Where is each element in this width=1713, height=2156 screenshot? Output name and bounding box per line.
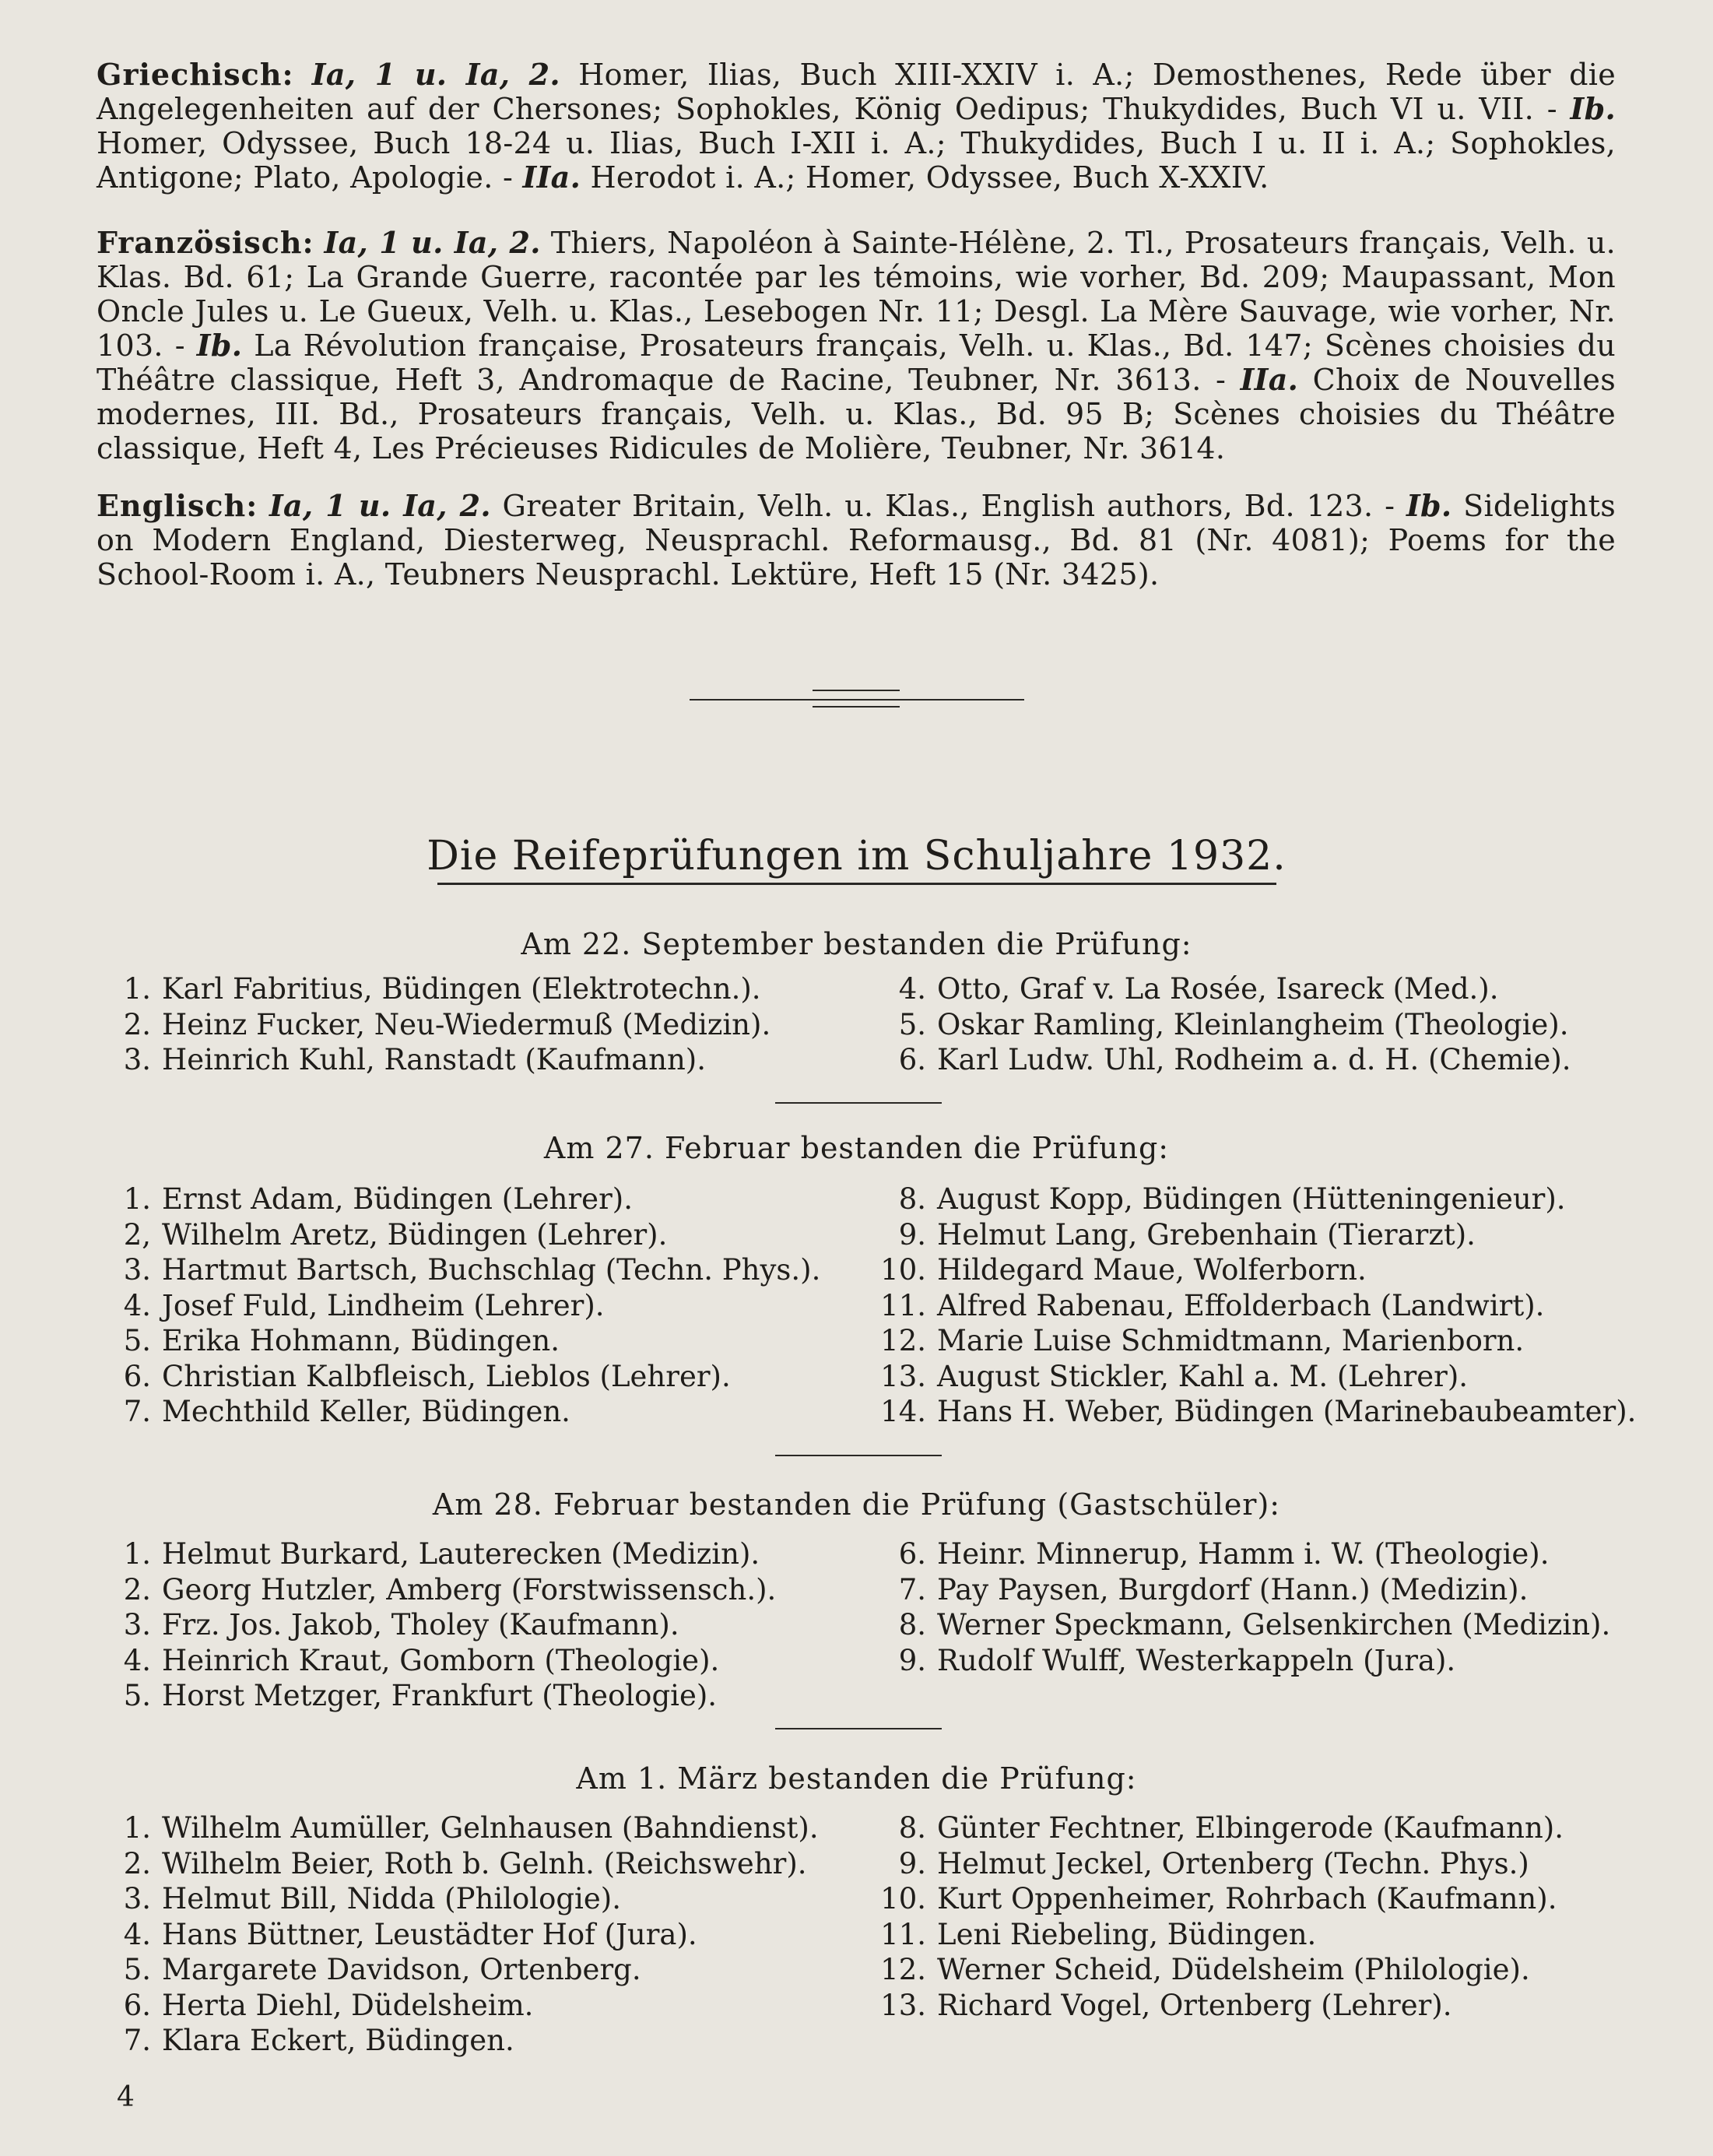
list-item-number: 5. xyxy=(123,1679,151,1712)
section-list-right xyxy=(855,1536,1610,1678)
list-item-text: Margarete Davidson, Ortenberg. xyxy=(162,1953,641,1986)
list-item-text: Richard Vogel, Ortenberg (Lehrer). xyxy=(937,1988,1452,2022)
reading-text: Sidelights on Modern England, Diesterweg, Neusprachl. Reformausg., Bd. 81 (Nr. 4081); Poems for the School-Room i. A., Teubners Neusprachl. Lektüre, Heft 15 (Nr. 3425). xyxy=(97,489,1616,592)
list-item xyxy=(97,1810,819,1846)
section-list-left xyxy=(97,1810,819,2059)
list-item-number: 2. xyxy=(123,1572,151,1606)
page-title: Die Reifeprüfungen im Schuljahre 1932. xyxy=(426,833,1287,880)
list-item xyxy=(97,1881,819,1917)
list-item xyxy=(97,2023,819,2059)
list-item-number: 9. xyxy=(898,1643,926,1677)
list-item-number: 4. xyxy=(123,1643,151,1677)
list-item-number: 1. xyxy=(123,972,151,1006)
list-item-number: 3. xyxy=(123,1882,151,1915)
reading-text: La Révolution française, Prosateurs français, Velh. u. Klas., Bd. 147; Scènes choisies du Théâtre classique, Heft 3, Andromaque de Racine, Teubner, Nr. 3613. - xyxy=(97,328,1616,397)
list-item xyxy=(97,1042,770,1078)
list-item-number: 4. xyxy=(123,1288,151,1322)
list-item-number: 4. xyxy=(123,1917,151,1951)
french-body xyxy=(97,226,1616,465)
list-item-text: Georg Hutzler, Amberg (Forstwissensch.). xyxy=(162,1572,777,1606)
list-item-text: Oskar Ramling, Kleinlangheim (Theologie). xyxy=(937,1007,1569,1041)
list-item-number: 2. xyxy=(123,1007,151,1041)
section-separator xyxy=(775,1102,942,1104)
reading-text: Thiers, Napoléon à Sainte-Hélène, 2. Tl., Prosateurs français, Velh. u. Klas. Bd. 61; La Grande Guerre, racontée par les témoins, wie vorher, Bd. 209; Maupassant, Mon Oncle Jules u. Le Gueux, Velh. u. Klas., Lesebogen Nr. 11; Desgl. La Mère Sauvage, wie vorher, Nr. 103. - xyxy=(97,226,1616,363)
section-separator xyxy=(775,1455,942,1456)
section-heading: Am 27. Februar bestanden die Prüfung: xyxy=(543,1131,1170,1165)
list-item-text: Helmut Jeckel, Ortenberg (Techn. Phys.) xyxy=(937,1846,1529,1880)
list-item xyxy=(855,1810,1564,1846)
list-item-text: Hans Büttner, Leustädter Hof (Jura). xyxy=(162,1917,697,1951)
list-item-text: Mechthild Keller, Büdingen. xyxy=(162,1395,570,1428)
list-item xyxy=(855,1007,1571,1043)
reading-text: Greater Britain, Velh. u. Klas., English authors, Bd. 123. - xyxy=(490,489,1406,523)
list-item-text: Christian Kalbfleisch, Lieblos (Lehrer). xyxy=(162,1359,731,1393)
section-separator xyxy=(775,1728,942,1729)
list-item xyxy=(97,1607,776,1643)
section-list-right xyxy=(855,1182,1636,1430)
list-item-text: Hartmut Bartsch, Buchschlag (Techn. Phys.). xyxy=(162,1253,821,1287)
list-item-number: 11. xyxy=(880,1917,926,1951)
ornament-rule-short-bottom xyxy=(813,706,900,708)
list-item-number: 5. xyxy=(898,1007,926,1041)
list-item-number: 10. xyxy=(880,1882,926,1915)
reading-text: Homer, Odyssee, Buch 18-24 u. Ilias, Buch I-XII i. A.; Thukydides, Buch I u. II i. A.; Sophokles, Antigone; Plato, Apologie. - xyxy=(97,126,1616,195)
list-item-number: 6. xyxy=(898,1043,926,1076)
list-item xyxy=(855,1394,1636,1430)
section-list-right xyxy=(855,971,1571,1078)
section-heading: Am 28. Februar bestanden die Prüfung (Gastschüler): xyxy=(432,1487,1281,1522)
list-item-number: 9. xyxy=(898,1846,926,1880)
list-item-text: Marie Luise Schmidtmann, Marienborn. xyxy=(937,1324,1525,1357)
section-heading: Am 1. März bestanden die Prüfung: xyxy=(576,1761,1137,1796)
list-item xyxy=(855,1881,1564,1917)
list-item xyxy=(855,1182,1636,1217)
list-item-text: August Kopp, Büdingen (Hütteningenieur). xyxy=(937,1182,1566,1216)
list-item-number: 13. xyxy=(880,1988,926,2022)
list-item-text: Klara Eckert, Büdingen. xyxy=(162,2024,514,2057)
list-item-number: 3. xyxy=(123,1608,151,1642)
list-item-number: 7. xyxy=(898,1572,926,1606)
list-item xyxy=(855,1917,1564,1953)
list-item xyxy=(97,1394,820,1430)
list-item-text: Erika Hohmann, Büdingen. xyxy=(162,1324,560,1357)
list-item-text: Josef Fuld, Lindheim (Lehrer). xyxy=(162,1288,605,1322)
class-marker: Ia, 1 u. Ia, 2. xyxy=(324,225,541,260)
list-item-number: 3. xyxy=(123,1253,151,1287)
list-item xyxy=(855,971,1571,1007)
list-item xyxy=(855,1952,1564,1988)
list-item-number: 5. xyxy=(123,1953,151,1986)
list-item-text: Wilhelm Beier, Roth b. Gelnh. (Reichswehr). xyxy=(162,1846,807,1880)
list-item xyxy=(855,1536,1610,1572)
list-item xyxy=(855,1288,1636,1324)
list-item xyxy=(97,1007,770,1043)
list-item-number: 8. xyxy=(898,1182,926,1216)
greek-reading-list xyxy=(97,58,1616,195)
list-item xyxy=(97,1643,776,1679)
reading-text: Homer, Ilias, Buch XIII-XXIV i. A.; Demosthenes, Rede über die Angelegenheiten auf der Chersones; Sophokles, König Oedipus; Thukydides, Buch VI u. VII. - xyxy=(97,58,1616,126)
english-body xyxy=(97,489,1616,592)
list-item xyxy=(855,1323,1636,1359)
section-list-left xyxy=(97,1182,820,1430)
list-item-number: 8. xyxy=(898,1811,926,1845)
list-item-number: 13. xyxy=(880,1359,926,1393)
list-item-text: Heinz Fucker, Neu-Wiedermuß (Medizin). xyxy=(162,1007,771,1041)
list-item xyxy=(97,1217,820,1253)
list-item-text: Heinr. Minnerup, Hamm i. W. (Theologie). xyxy=(937,1537,1550,1571)
list-item-number: 6. xyxy=(898,1537,926,1571)
list-item-text: Karl Fabritius, Büdingen (Elektrotechn.). xyxy=(162,972,761,1006)
list-item xyxy=(97,1288,820,1324)
list-item-text: Wilhelm Aumüller, Gelnhausen (Bahndienst). xyxy=(162,1811,819,1845)
list-item xyxy=(97,1952,819,1988)
list-item-text: Otto, Graf v. La Rosée, Isareck (Med.). xyxy=(937,972,1499,1006)
class-marker: Ia, 1 u. Ia, 2. xyxy=(311,57,560,92)
list-item xyxy=(855,1988,1564,2024)
section-list-right xyxy=(855,1810,1564,2023)
list-item-text: August Stickler, Kahl a. M. (Lehrer). xyxy=(937,1359,1469,1393)
list-item-number: 6. xyxy=(123,1988,151,2022)
english-reading-list xyxy=(97,489,1616,592)
french-reading-list xyxy=(97,226,1616,465)
list-item-number: 2, xyxy=(123,1217,151,1252)
reading-text: Herodot i. A.; Homer, Odyssee, Buch X-XXIV. xyxy=(581,160,1269,195)
french-heading: Französisch: xyxy=(97,225,314,260)
english-heading: Englisch: xyxy=(97,488,258,523)
list-item xyxy=(855,1607,1610,1643)
list-item-number: 14. xyxy=(880,1395,926,1428)
list-item xyxy=(855,1042,1571,1078)
class-marker: Ib. xyxy=(1570,91,1616,126)
list-item-text: Heinrich Kuhl, Ranstadt (Kaufmann). xyxy=(162,1043,706,1076)
list-item xyxy=(97,1323,820,1359)
list-item-number: 4. xyxy=(898,972,926,1006)
list-item-text: Helmut Burkard, Lauterecken (Medizin). xyxy=(162,1537,760,1571)
list-item-text: Heinrich Kraut, Gomborn (Theologie). xyxy=(162,1643,720,1677)
list-item-text: Karl Ludw. Uhl, Rodheim a. d. H. (Chemie). xyxy=(937,1043,1571,1076)
list-item xyxy=(855,1217,1636,1253)
list-item xyxy=(855,1252,1636,1288)
list-item xyxy=(97,1917,819,1953)
list-item xyxy=(855,1572,1610,1608)
list-item-text: Wilhelm Aretz, Büdingen (Lehrer). xyxy=(162,1217,668,1252)
greek-heading: Griechisch: xyxy=(97,57,294,92)
class-marker: Ib. xyxy=(1406,488,1452,523)
list-item xyxy=(97,1359,820,1395)
class-marker: Ia, 1 u. Ia, 2. xyxy=(269,488,491,523)
list-item xyxy=(97,1572,776,1608)
list-item-number: 8. xyxy=(898,1608,926,1642)
list-item-text: Ernst Adam, Büdingen (Lehrer). xyxy=(162,1182,633,1216)
list-item-text: Helmut Bill, Nidda (Philologie). xyxy=(162,1882,621,1915)
class-marker: IIa. xyxy=(522,160,581,195)
list-item-text: Hans H. Weber, Büdingen (Marinebaubeamter). xyxy=(937,1395,1637,1428)
list-item-number: 3. xyxy=(123,1043,151,1076)
list-item-number: 7. xyxy=(123,2024,151,2057)
list-item-number: 1. xyxy=(123,1811,151,1845)
list-item-number: 10. xyxy=(880,1253,926,1287)
list-item-number: 1. xyxy=(123,1537,151,1571)
list-item-text: Rudolf Wulff, Westerkappeln (Jura). xyxy=(937,1643,1456,1677)
list-item xyxy=(97,1536,776,1572)
list-item xyxy=(97,1846,819,1882)
list-item-text: Werner Scheid, Düdelsheim (Philologie). xyxy=(937,1953,1530,1986)
list-item-text: Herta Diehl, Düdelsheim. xyxy=(162,1988,534,2022)
list-item-text: Horst Metzger, Frankfurt (Theologie). xyxy=(162,1679,718,1712)
ornament-rule-short-top xyxy=(813,690,900,691)
list-item xyxy=(97,1988,819,2024)
list-item-number: 9. xyxy=(898,1217,926,1252)
list-item xyxy=(97,1252,820,1288)
list-item xyxy=(855,1643,1610,1679)
list-item-number: 5. xyxy=(123,1324,151,1357)
list-item xyxy=(97,1182,820,1217)
list-item-text: Alfred Rabenau, Effolderbach (Landwirt). xyxy=(937,1288,1545,1322)
class-marker: Ib. xyxy=(196,328,243,363)
reading-text: Choix de Nouvelles modernes, III. Bd., Prosateurs français, Velh. u. Klas., Bd. 95 B; Scènes choisies du Théâtre classique, Heft 4, Les Précieuses Ridicules de Molière, Teubner, Nr. 3614. xyxy=(97,363,1616,465)
list-item-text: Helmut Lang, Grebenhain (Tierarzt). xyxy=(937,1217,1476,1252)
list-item xyxy=(97,1678,776,1714)
list-item-text: Hildegard Maue, Wolferborn. xyxy=(937,1253,1367,1287)
list-item xyxy=(97,971,770,1007)
list-item-number: 1. xyxy=(123,1182,151,1216)
title-underline xyxy=(437,883,1276,885)
list-item-number: 11. xyxy=(880,1288,926,1322)
list-item-number: 2. xyxy=(123,1846,151,1880)
class-marker: IIa. xyxy=(1240,362,1299,397)
page-number: 4 xyxy=(117,2081,135,2113)
list-item-text: Kurt Oppenheimer, Rohrbach (Kaufmann). xyxy=(937,1882,1557,1915)
list-item-text: Leni Riebeling, Büdingen. xyxy=(937,1917,1317,1951)
list-item-text: Werner Speckmann, Gelsenkirchen (Medizin). xyxy=(937,1608,1611,1642)
list-item-text: Günter Fechtner, Elbingerode (Kaufmann). xyxy=(937,1811,1564,1845)
list-item-number: 6. xyxy=(123,1359,151,1393)
greek-body xyxy=(97,58,1616,195)
list-item xyxy=(855,1846,1564,1882)
list-item xyxy=(855,1359,1636,1395)
list-item-number: 12. xyxy=(880,1953,926,1986)
ornament-rule-long xyxy=(690,699,1024,701)
section-list-left xyxy=(97,1536,776,1714)
list-item-number: 7. xyxy=(123,1395,151,1428)
list-item-number: 12. xyxy=(880,1324,926,1357)
list-item-text: Frz. Jos. Jakob, Tholey (Kaufmann). xyxy=(162,1608,679,1642)
section-list-left xyxy=(97,971,770,1078)
section-heading: Am 22. September bestanden die Prüfung: xyxy=(521,927,1192,961)
list-item-text: Pay Paysen, Burgdorf (Hann.) (Medizin). xyxy=(937,1572,1529,1606)
